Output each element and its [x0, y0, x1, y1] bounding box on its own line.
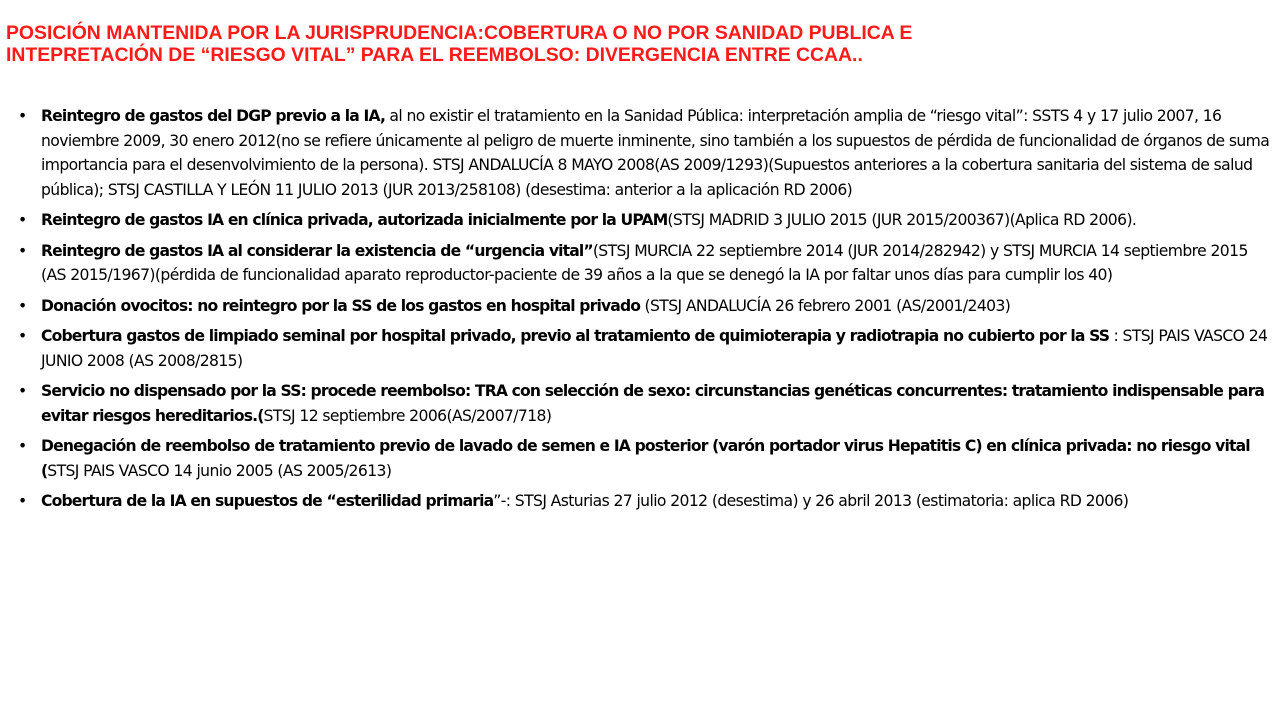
bullet-item — [0, 104, 1280, 202]
bullet-normal-text: (STSJ ANDALUCÍA 26 febrero 2001 (AS/2001/2403) — [640, 296, 1011, 315]
bullet-bold-text: Reintegro de gastos IA en clínica privada, autorizada inicialmente por la UPAM — [41, 211, 668, 229]
bullet-list — [0, 104, 1280, 520]
bullet-bold-text: Reintegro de gastos del DGP previo a la IA, — [41, 107, 386, 125]
bullet-normal-text: : STSJ PAIS VASCO 24 JUNIO 2008 (AS 2008/2815) — [41, 327, 1268, 370]
bullet-text — [41, 104, 1276, 202]
bullet-dot-icon: • — [18, 107, 27, 125]
bullet-item — [0, 294, 1280, 319]
bullet-dot-icon: • — [18, 241, 27, 260]
bullet-bold-text: Donación ovocitos: no reintegro por la SS de los gastos en hospital privado — [41, 296, 641, 315]
slide-title — [6, 22, 1236, 66]
bullet-dot-icon: • — [18, 296, 27, 315]
bullet-normal-text: al no existir el tratamiento en la Sanidad Pública: interpretación amplia de “riesgo vital”: SSTS 4 y 17 julio 2007, 16 noviembre 2009, 30 enero 2012(no se refiere únicamente al peligro de muerte inminente, sino también a los supuestos de pérdida de funcionalidad de órganos de suma importancia para el desenvolvimiento de la persona). STSJ ANDALUCÍA 8 MAYO 2008(AS 2009/1293)(Supuestos anteriores a la cobertura sanitaria del sistema de salud pública); STSJ CASTILLA Y LEÓN 11 JULIO 2013 (JUR 2013/258108) (desestima: anterior a la aplicación RD 2006) — [41, 107, 1270, 199]
bullet-dot-icon: • — [18, 211, 27, 229]
bullet-item — [0, 208, 1280, 233]
bullet-dot-icon: • — [18, 492, 27, 510]
bullet-text — [41, 324, 1276, 373]
bullet-item — [0, 379, 1280, 428]
bullet-text — [41, 379, 1276, 428]
slide-title-line-1: POSICIÓN MANTENIDA POR LA JURISPRUDENCIA:COBERTURA O NO POR SANIDAD PUBLICA E — [6, 22, 913, 44]
bullet-text — [41, 239, 1276, 288]
bullet-text — [41, 489, 1276, 514]
bullet-bold-text: Cobertura gastos de limpiado seminal por hospital privado, previo al tratamiento de quimioterapia y radiotrapia no cubierto por la SS — [41, 327, 1110, 345]
bullet-text — [41, 294, 1276, 319]
bullet-bold-text: Reintegro de gastos IA al considerar la existencia de “urgencia vital” — [41, 241, 593, 260]
bullet-item — [0, 434, 1280, 483]
bullet-normal-text: STSJ PAIS VASCO 14 junio 2005 (AS 2005/2613) — [47, 461, 392, 480]
bullet-item — [0, 489, 1280, 514]
bullet-normal-text: STSJ 12 septiembre 2006(AS/2007/718) — [263, 406, 552, 425]
bullet-item — [0, 239, 1280, 288]
bullet-normal-text: ”-: STSJ Asturias 27 julio 2012 (desestima) y 26 abril 2013 (estimatoria: aplica RD 2006) — [493, 492, 1129, 510]
bullet-text — [41, 208, 1276, 233]
bullet-bold-text: Cobertura de la IA en supuestos de “esterilidad primaria — [41, 492, 494, 510]
bullet-bold-text: Denegación de reembolso de tratamiento previo de lavado de semen e IA posterior (varón portador virus Hepatitis C) en clínica privada: no riesgo vital ( — [41, 437, 1250, 480]
bullet-bold-text: Servicio no dispensado por la SS: procede reembolso: TRA con selección de sexo: circunstancias genéticas concurrentes: tratamiento indispensable para evitar riesgos hereditarios.( — [41, 382, 1265, 425]
bullet-dot-icon: • — [18, 327, 27, 345]
bullet-dot-icon: • — [18, 437, 27, 455]
slide-title-line-2: INTEPRETACIÓN DE “RIESGO VITAL” PARA EL REEMBOLSO: DIVERGENCIA ENTRE CCAA.. — [6, 44, 863, 66]
bullet-normal-text: (STSJ MURCIA 22 septiembre 2014 (JUR 2014/282942) y STSJ MURCIA 14 septiembre 2015 (AS 2015/1967)(pérdida de funcionalidad aparato reproductor-paciente de 39 años a la que se denegó la IA por faltar unos días para cumplir los 40) — [41, 241, 1248, 284]
bullet-text — [41, 434, 1276, 483]
bullet-normal-text: (STSJ MADRID 3 JULIO 2015 (JUR 2015/200367)(Aplica RD 2006). — [667, 211, 1137, 229]
bullet-item — [0, 324, 1280, 373]
bullet-dot-icon: • — [18, 382, 27, 400]
